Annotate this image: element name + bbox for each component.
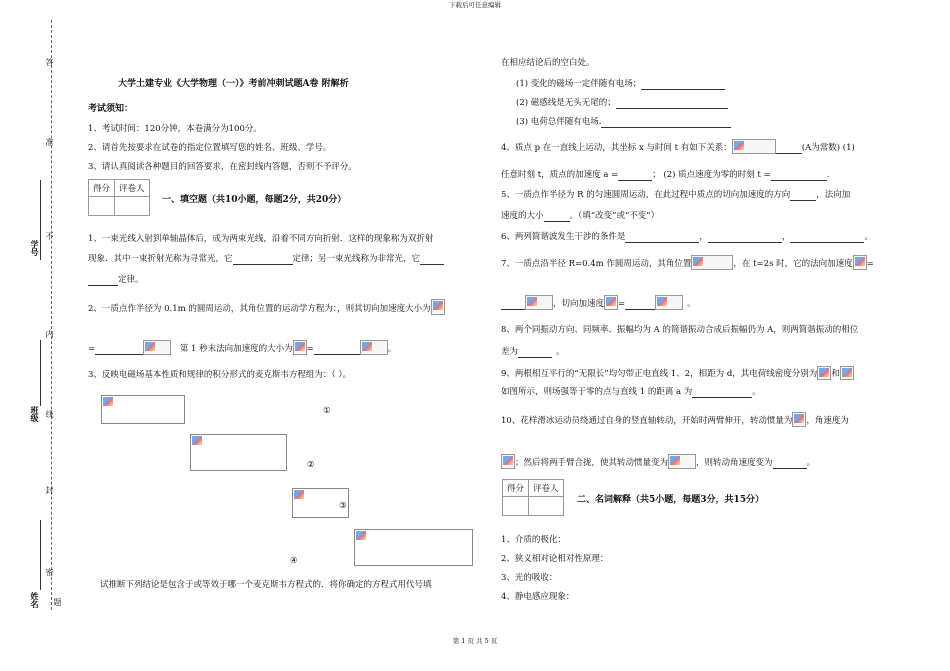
q2-text-a: 2、一质点作半径为 0.1m 的圆周运动，其角位置的运动学方程为：，则其切向加速度大小为 [88,304,431,314]
seal-char-6: 密 [45,568,54,576]
q3-sub-3 [516,117,731,128]
q7-line1 [501,255,874,270]
score-input[interactable] [503,497,529,516]
q5-blank-2[interactable] [544,212,570,222]
q4-blank-2[interactable] [771,171,827,181]
q3-blank-3[interactable] [601,118,731,128]
formula-image [655,295,683,310]
q5-text-b1: 速度的大小 [501,211,544,221]
grader-cell: 评卷人 [115,180,150,197]
q10-text-a2: ，角速度为 [806,416,849,426]
eq-label-2: ② [307,460,315,470]
q1-line1: 1、一束光线入射到单轴晶体后，成为两束光线，沿着不同方向折射．这样的现象称为双折射 [88,234,434,244]
maxwell-eq-image-1 [101,395,185,424]
q2-text-b: 第 1 秒末法向加速度的大小为 [179,344,293,354]
q9-line2 [501,387,761,398]
q4-line2 [501,170,829,181]
q3-line2: 试推断下列结论是包含于或等效于哪一个麦克斯韦方程式的．将你确定的方程式用代号填 [100,580,432,590]
q8-line1: 8、两个同振动方向、同频率、振幅均为 A 的简谐振动合成后振幅仍为 A，则两简谐振动的相位 [501,325,859,335]
q10-blank[interactable] [773,459,807,469]
student-id-line [40,180,41,260]
q4-blank-0 [776,144,802,154]
score-cell: 得分 [89,180,115,197]
q3-sub-text: (3) 电荷总伴随有电场. [516,117,602,127]
q5-blank-1[interactable] [790,191,816,201]
q4-text-b2: ； (2) 质点速度为零的时刻 t = [652,170,771,180]
q10-end: 。 [806,458,816,468]
q1-text-b: 定律；另一束光线称为非常光，它 [292,254,421,264]
q7-text-a2: ，在 t=2s 时，它的法向加速度 [733,259,853,269]
seal-char-5: 封 [45,486,54,494]
score-table [88,179,150,216]
q4-text-b1: 任意时刻 t，质点的加速度 a = [501,170,619,180]
q7-line2 [501,295,696,310]
q4-text-a: 4、质点 p 在一直线上运动，其坐标 x 与时间 t 有如下关系： [501,143,732,153]
exam-title: 大学土建专业《大学物理（一）》考前冲刺试题A卷 附解析 [118,79,349,89]
grader-cell: 评卷人 [529,480,564,497]
formula-image [691,255,733,270]
q2-blank-1[interactable] [95,345,143,355]
q9-line1 [501,366,854,380]
seal-char-top: 答 [45,58,54,66]
score-cell: 得分 [503,480,529,497]
q10-line1 [501,412,849,427]
formula-image [817,366,831,380]
q2-eq: = [88,344,96,354]
seal-line [51,20,52,610]
q9-text-b: 如图所示，则场强等于零的点与直线 1 的距离 a 为 [501,387,693,397]
q6-blank-2[interactable] [708,233,782,243]
formula-image [668,454,696,469]
q7-end: 。 [687,299,696,309]
eq-label-4: ④ [290,556,298,566]
eq-label-3: ③ [339,501,347,511]
header-note: 下载后可任意编辑 [449,1,501,9]
q6-line [501,232,873,243]
formula-image [853,255,867,270]
binding-margin [0,0,75,671]
q7-text-a: 7、一质点沿半径 R=0.4m 作圆周运动，其角位置 [501,259,692,269]
class-line [40,340,41,406]
section2-title: 二、名词解释（共5小题，每题3分，共15分） [577,495,765,505]
q1-line2 [88,254,444,265]
q3-blank-1[interactable] [641,80,725,90]
q8-end: 。 [556,347,565,357]
q10-text-b2: ，则转动角速度变为 [696,458,773,468]
name-label: 姓名 [30,592,40,608]
q10-text-b1: ；然后将两手臂合拢，使其转动惯量变为 [515,458,669,468]
formula-image [604,295,618,310]
q6-blank-1[interactable] [625,233,699,243]
name-line [40,520,41,590]
section1-title: 一、填空题（共10小题，每题2分，共20分） [162,195,347,205]
formula-image [732,139,776,154]
seal-char-3: 内 [45,330,54,338]
formula-image [293,340,307,355]
q3-sub-text: (2) 磁感线是无头无尾的； [516,98,616,108]
q7-text-b1: ，切向加速度 [553,299,605,309]
q2-blank-2[interactable] [314,345,360,355]
q1-blank-2[interactable] [420,255,444,265]
formula-image [360,340,388,355]
q1-blank-2b[interactable] [88,276,118,286]
q5-text-a2: ，法向加 [816,190,851,200]
notice-item: 1、考试时间：120分钟，本卷满分为100分。 [88,124,262,134]
q7-blank-2[interactable] [625,300,655,310]
notice-item: 3、请认真阅读各种题目的回答要求，在密封线内答题，否则不予评分。 [88,162,357,172]
q7-eq: = [866,259,874,269]
q2-line1 [88,299,445,315]
student-id-label: 学号 [30,240,40,256]
q8-text: 差为 [501,347,519,357]
notice-heading: 考试须知： [88,104,134,114]
q5-line2 [501,211,659,222]
q1-blank-1[interactable] [233,255,293,265]
q3-blank-2[interactable] [616,99,728,109]
q2-eq2: = [306,344,314,354]
formula-image [840,366,854,380]
term-item: 3、光的吸收： [501,573,558,583]
q7-eq2: = [618,299,626,309]
term-item: 4、静电感应现象： [501,592,575,602]
q4-blank-1[interactable] [618,171,652,181]
class-label: 班级 [30,406,40,422]
q6-blank-3[interactable] [790,233,864,243]
seal-char-1: 准 [45,138,54,146]
q1-text-a: 现象．其中一束折射光称为寻常光，它 [88,254,233,264]
q4-line1 [501,139,855,154]
q7-blank-1[interactable] [501,300,525,310]
q9-blank[interactable] [692,388,752,398]
page-footer: 第 1 页 共 5 页 [452,637,498,645]
term-item: 2、狭义相对论相对性原理： [501,554,609,564]
q2-end: 。 [387,344,397,354]
seal-char-2: 不 [45,232,54,240]
formula-image [501,454,515,469]
q9-text-a: 9、两根相互平行的“无限长”均匀带正电直线 1、2，相距为 d，其电荷线密度分别为 [501,369,818,379]
q4-text-a2: (A为常数) (1) [801,143,855,153]
q5-text-b2: 。（填“改变”或“不变”） [569,211,660,221]
q1-text-c: 定律。 [118,275,144,285]
formula-image [143,340,171,355]
q8-blank[interactable] [518,348,552,358]
grader-input[interactable] [115,197,150,216]
maxwell-eq-image-2 [190,434,287,471]
score-input[interactable] [89,197,115,216]
notice-item: 2、请首先按要求在试卷的指定位置填写您的姓名、班级、学号。 [88,143,332,153]
score-table-2 [502,479,564,516]
q6-text: 6、两列简谐波发生干涉的条件是 [501,232,626,242]
q3-line3: 在相应结论后的空白处。 [501,58,595,68]
q4-text-b3: . [826,170,830,180]
q5-text-a: 5、一质点作半径为 R 的匀速圆周运动，在此过程中质点的切向加速度的方向 [501,190,791,200]
q8-line2 [501,347,565,358]
q3-sub-text: (1) 变化的磁场一定伴随有电场； [516,79,642,89]
q6-sep: ， [699,232,708,242]
formula-image [792,412,806,427]
q10-line2 [501,454,815,469]
q5-line1 [501,190,850,201]
q3-sub-2 [516,98,728,109]
q6-end: 。 [864,232,873,242]
eq-label-1: ① [323,406,331,416]
term-item: 1、介质的极化： [501,535,566,545]
q9-end: 。 [752,387,761,397]
q3-line1: 3、反映电磁场基本性质和规律的积分形式的麦克斯韦方程组为：（ ）。 [88,370,352,380]
formula-image [431,299,445,315]
formula-image [525,295,553,310]
seal-char-4: 线 [45,410,54,418]
seal-char-7: 题 [53,598,62,606]
grader-input[interactable] [529,497,564,516]
q2-line2 [88,340,396,355]
q1-line3 [88,275,144,286]
q10-text-a: 10、花样滑冰运动员绕通过自身的竖直轴转动，开始时两臂伸开，转动惯量为 [501,416,793,426]
q3-sub-1 [516,79,725,90]
q6-sep: ， [781,232,791,242]
maxwell-eq-image-4 [354,529,473,566]
q9-text-and: 和 [831,369,840,379]
